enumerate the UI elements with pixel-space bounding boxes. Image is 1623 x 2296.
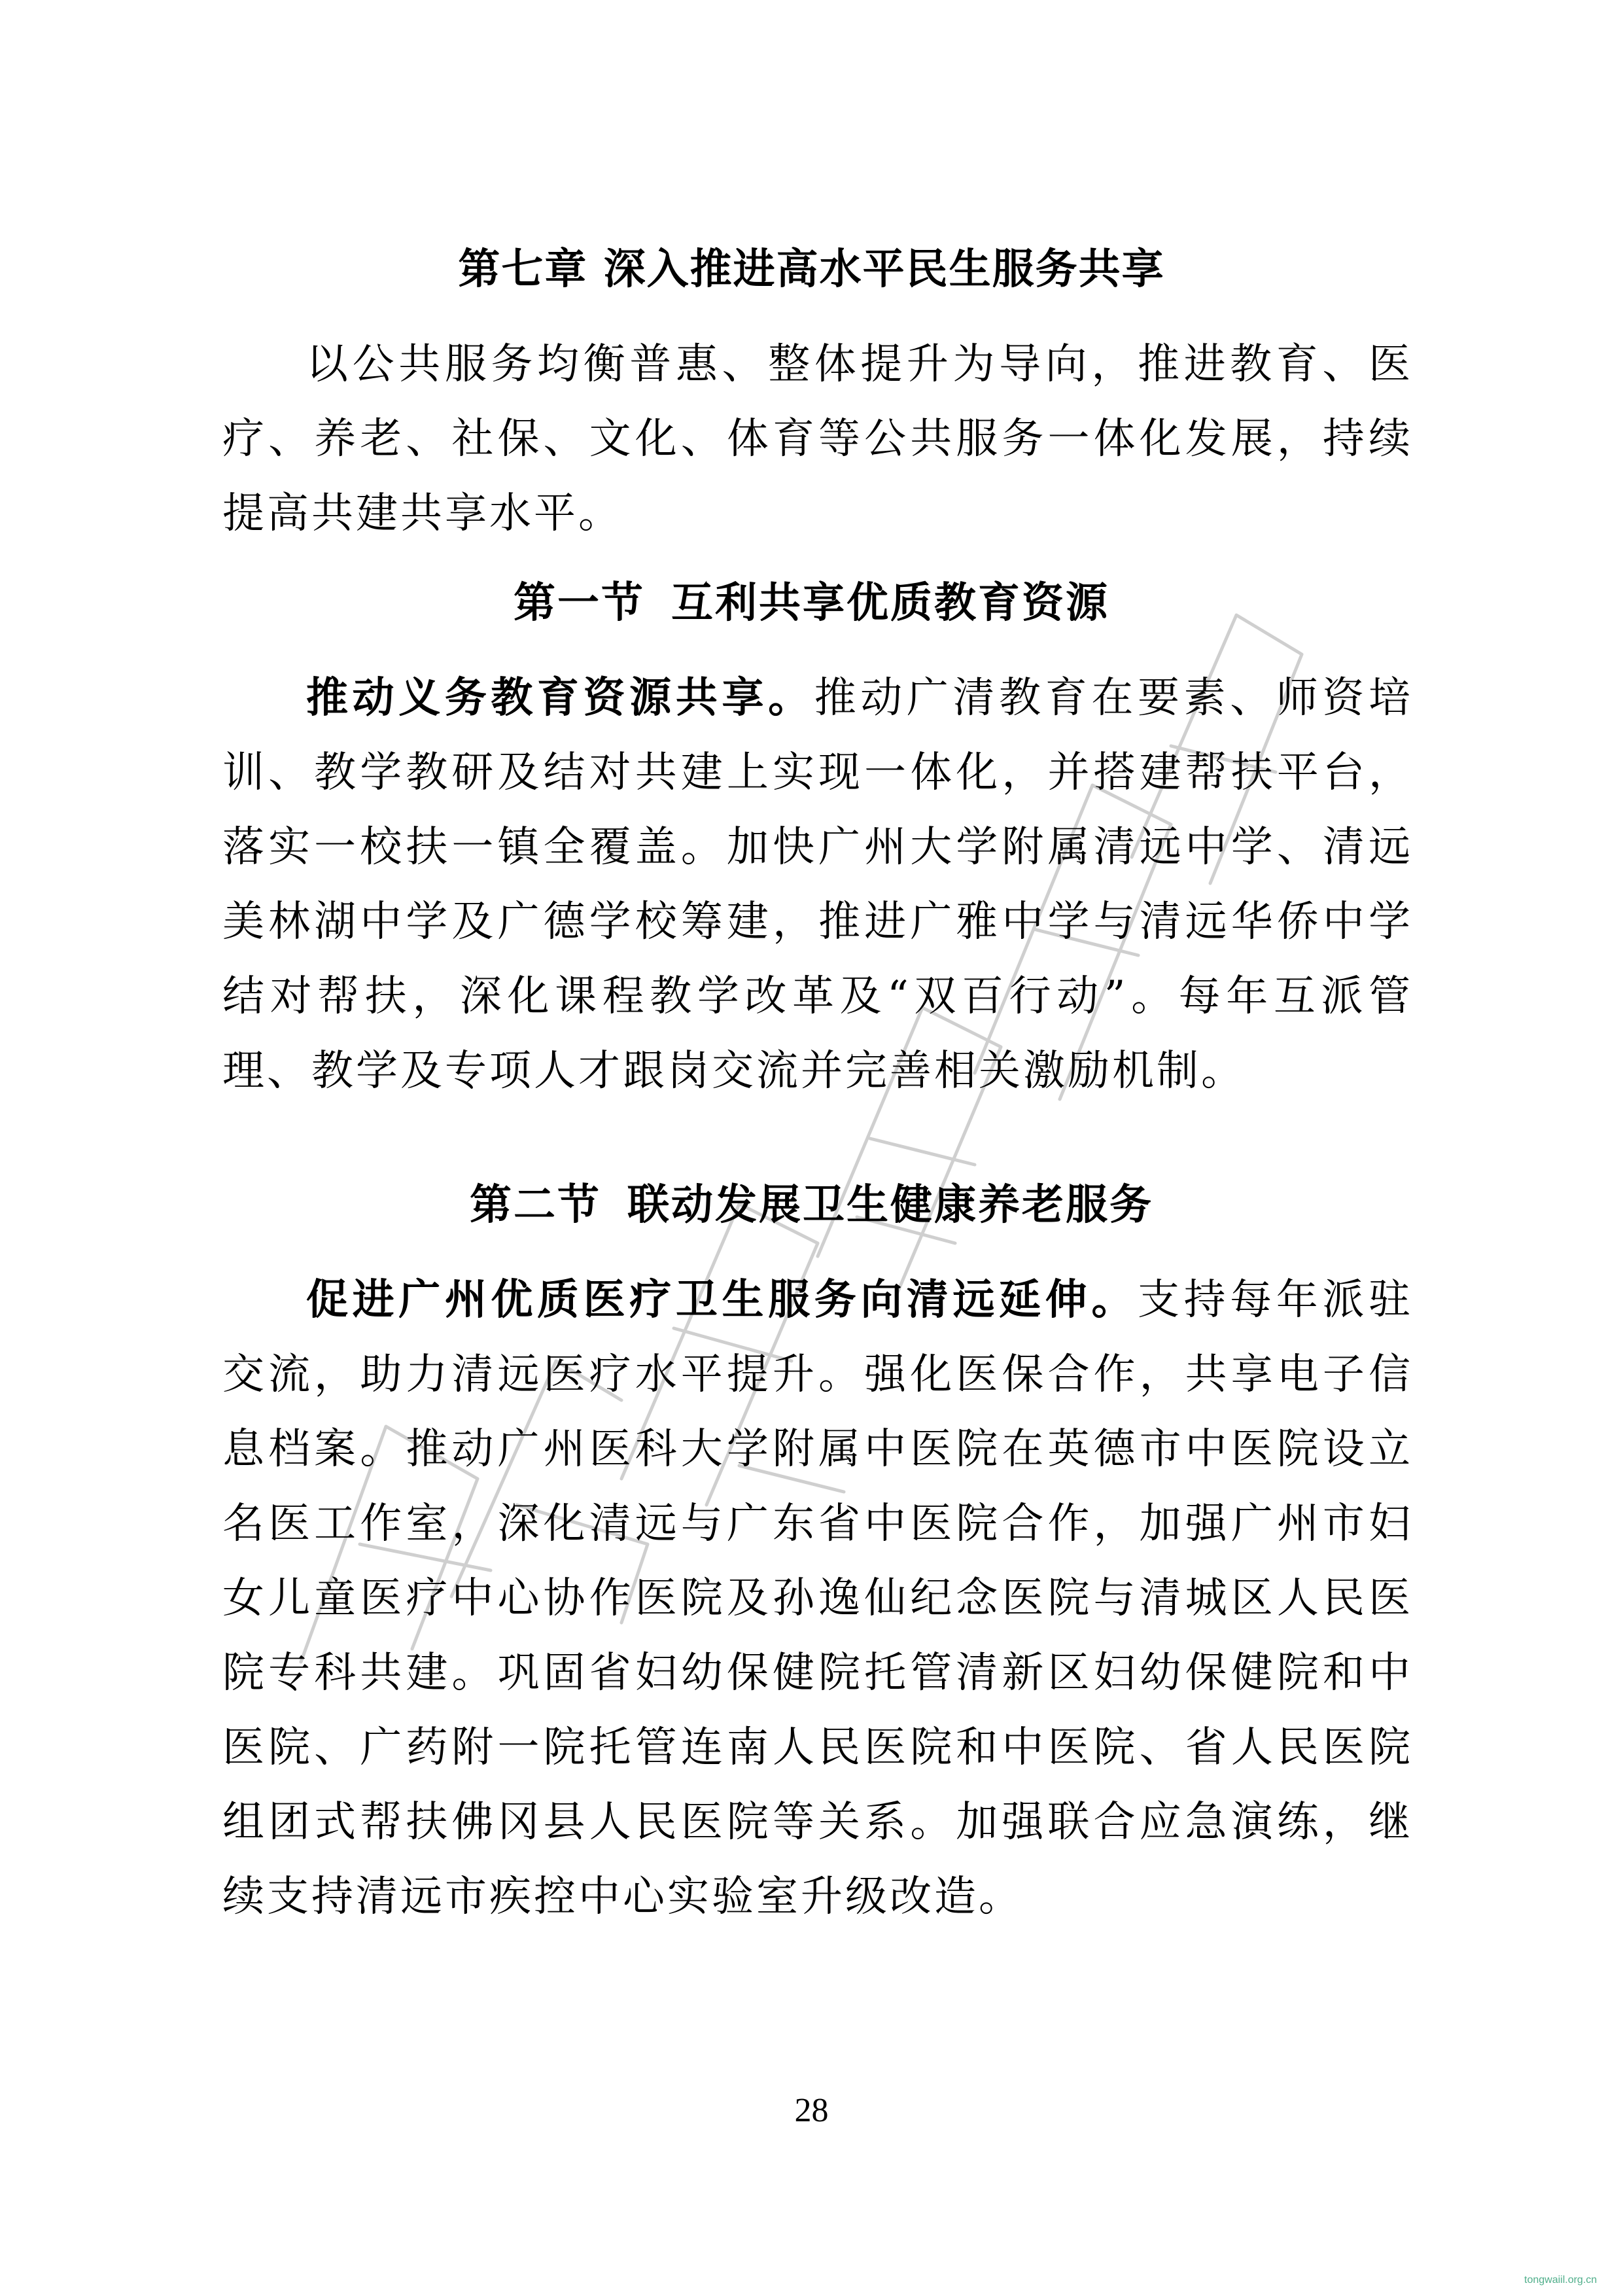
paragraph-body: 推动广清教育在要素、师资培训、教学教研及结对共建上实现一体化，并搭建帮扶平台，落实一校扶一镇全覆盖。加快广州大学附属清远中学、清远美林湖中学及广德学校筹建，推进广雅中学与清远华侨中学结对帮扶，深化课程教学改革及“双百行动”。每年互派管理、教学及专项人才跟岗交流并完善相关激励机制。 (222, 674, 1414, 1095)
paragraph-lead: 推动义务教育资源共享。 (306, 674, 814, 722)
chapter-title: 第七章 深入推进高水平民生服务共享 (458, 245, 1165, 294)
paragraph-body: 支持每年派驻交流，助力清远医疗水平提升。强化医保合作，共享电子信息档案。推动广州医科大学附属中医院在英德市中医院设立名医工作室，深化清远与广东省中医院合作，加强广州市妇女儿童医疗中心协作医院及孙逸仙纪念医院与清城区人民医院专科共建。巩固省妇幼保健院托管清新区妇幼保健院和中医院、广药附一院托管连南人民医院和中医院、省人民医院组团式帮扶佛冈县人民医院等关系。加强联合应急演练，继续支持清远市疾控中心实验室升级改造。 (222, 1276, 1414, 1921)
section-heading-2 (0, 1171, 1623, 1231)
paragraph-lead: 促进广州优质医疗卫生服务向清远延伸。 (306, 1276, 1138, 1324)
section-title-text: 互利共享优质教育资源 (671, 578, 1109, 627)
page-number: 28 (794, 2092, 829, 2129)
section-number: 第一节 (514, 578, 645, 627)
section-2-paragraph (222, 1263, 1413, 1934)
footer-mark: tongwaiil.org.cn (1524, 2274, 1597, 2286)
section-heading-1 (0, 569, 1623, 629)
intro-paragraph: 以公共服务均衡普惠、整体提升为导向，推进教育、医疗、养老、社保、文化、体育等公共服务一体化发展，持续提高共建共享水平。 (222, 340, 1413, 538)
section-number: 第二节 (470, 1180, 601, 1229)
section-title-text: 联动发展卫生健康养老服务 (627, 1180, 1153, 1229)
section-1-paragraph (222, 661, 1413, 1108)
